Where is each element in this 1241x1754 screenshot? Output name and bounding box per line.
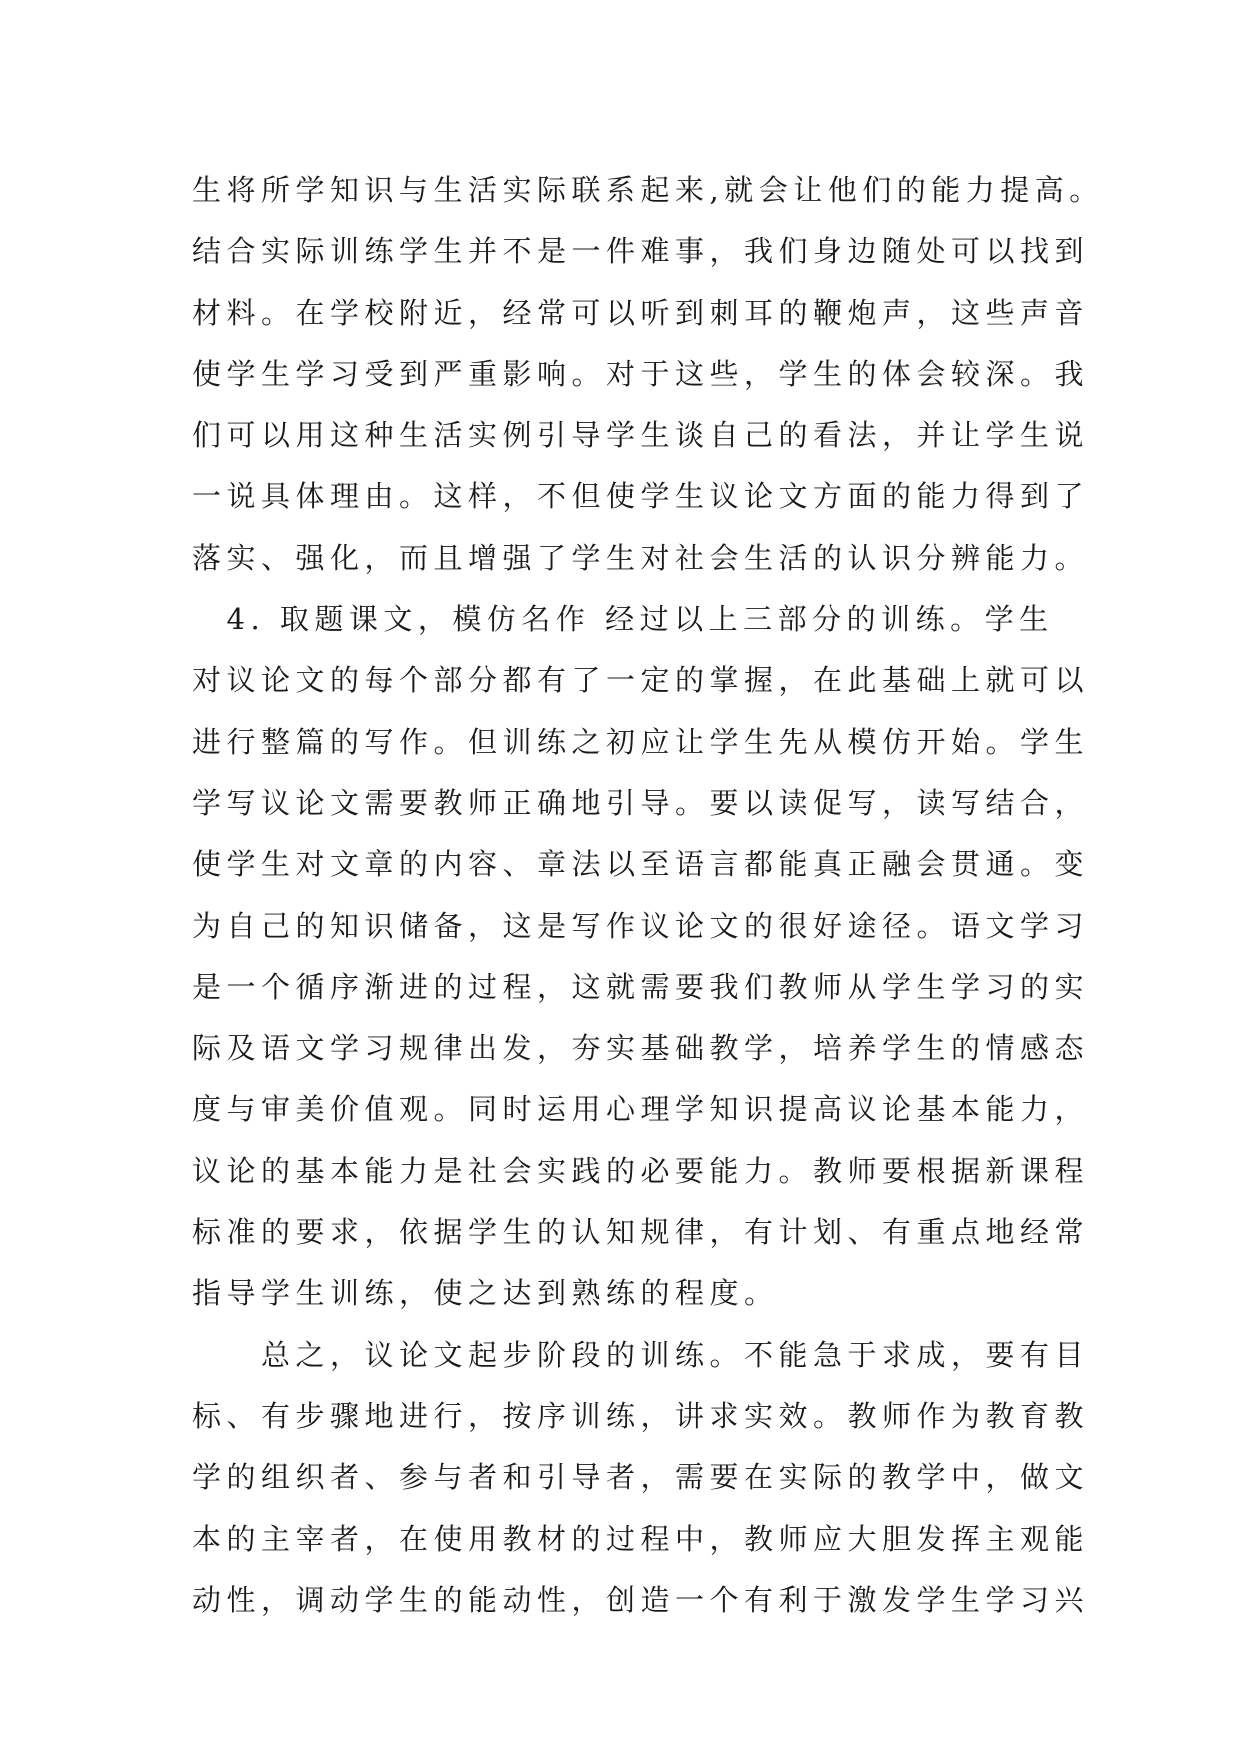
text-line: 为自己的知识储备，这是写作议论文的很好途径。语文学习 [192,908,1090,943]
text-line: 标准的要求，依据学生的认知规律，有计划、有重点地经常 [192,1215,1090,1250]
text-line: 进行整篇的写作。但训练之初应让学生先从模仿开始。学生 [192,724,1090,759]
text-line: 落实、强化，而且增强了学生对社会生活的认识分辨能力。 [192,540,1090,575]
text-line: 总之，议论文起步阶段的训练。不能急于求成，要有目 [192,1337,1090,1372]
text-line: 动性，调动学生的能动性，创造一个有利于激发学生学习兴 [192,1582,1090,1617]
text-line: 指导学生训练，使之达到熟练的程度。 [192,1276,779,1311]
text-line: 对议论文的每个部分都有了一定的掌握，在此基础上就可以 [192,663,1090,698]
text-line: 一说具体理由。这样，不但使学生议论文方面的能力得到了 [192,479,1090,514]
text-line: 生将所学知识与生活实际联系起来,就会让他们的能力提高。 [192,173,1104,207]
text-line: 度与审美价值观。同时运用心理学知识提高议论基本能力， [192,1092,1090,1127]
text-line: 们可以用这种生活实例引导学生谈自己的看法，并让学生说 [192,418,1090,453]
text-line: 际及语文学习规律出发，夯实基础教学，培养学生的情感态 [192,1031,1090,1066]
body-text [192,160,1104,1631]
text-line: 议论的基本能力是社会实践的必要能力。教师要根据新课程 [192,1153,1090,1188]
text-line: 本的主宰者，在使用教材的过程中，教师应大胆发挥主观能 [192,1521,1090,1556]
text-line: 使学生学习受到严重影响。对于这些，学生的体会较深。我 [192,356,1090,391]
text-line: 使学生对文章的内容、章法以至语言都能真正融会贯通。变 [192,847,1090,882]
text-line: 是一个循序渐进的过程，这就需要我们教师从学生学习的实 [192,969,1090,1004]
text-line: 标、有步骤地进行，按序训练，讲求实效。教师作为教育教 [192,1398,1090,1433]
text-line: 学写议论文需要教师正确地引导。要以读促写，读写结合， [192,785,1090,820]
text-line: 材料。在学校附近，经常可以听到刺耳的鞭炮声，这些声音 [192,295,1090,330]
text-line: 学的组织者、参与者和引导者，需要在实际的教学中，做文 [192,1460,1090,1495]
text-line: 结合实际训练学生并不是一件难事，我们身边随处可以找到 [192,234,1090,269]
text-line: 4. 取题课文，模仿名作 经过以上三部分的训练。学生 [192,602,1054,637]
